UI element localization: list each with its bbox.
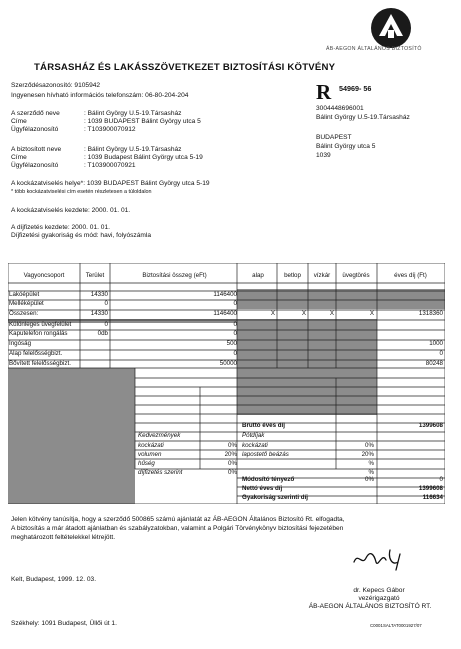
handwritten-signature — [350, 544, 410, 574]
contractor-label: A szerződő neve — [11, 110, 60, 117]
addressee-city: BUDAPEST — [316, 134, 352, 141]
table-cell-name: Kaputelefon rongálás — [9, 330, 68, 337]
headquarters: Székhely: 1091 Budapest, Üllői út 1. — [11, 620, 117, 627]
table-cell-area: 14330 — [90, 310, 108, 317]
document-title: TÁRSASHÁZ ÉS LAKÁSSZÖVETKEZET BIZTOSÍTÁSI KÖTVÉNY — [34, 62, 336, 73]
footer-text-3: meghatározott feltételekkel létrejött. — [11, 534, 116, 541]
table-cell-sum: 0 — [233, 321, 237, 328]
company-name-small: ÁB-AEGON ÁLTALÁNOS BIZTOSÍTÓ — [326, 46, 422, 52]
table-cell-name: Ingóság — [9, 340, 32, 347]
risk-location-note: * több kockázatviselési cím esetén részletesen a túloldalon — [11, 189, 152, 195]
payment-frequency: Díjfizetési gyakoriság és mód: havi, folyószámla — [11, 232, 151, 239]
risk-start: A kockázatviselés kezdete: 2000. 01. 01. — [11, 207, 131, 214]
address-value: : 1039 BUDAPEST Bálint György utca 5 — [84, 118, 201, 125]
modifier-value: 0 — [439, 476, 443, 483]
signer-name: dr. Kepecs Gábor — [353, 587, 405, 594]
premium-start: A díjfizetés kezdete: 2000. 01. 01. — [11, 224, 110, 231]
phone-info: Ingyenesen hívható információs telefonszám: 06-80-204-204 — [11, 92, 189, 99]
insured-value: : Bálint György U.5-19.Társasház — [84, 146, 182, 153]
table-cell-annual: 80248 — [425, 360, 443, 367]
insured-id-value: : T103900070921 — [84, 162, 136, 169]
addressee-name: Bálint György U.5-19.Társasház — [316, 114, 410, 121]
header-annual: éves díj (Ft) — [394, 272, 427, 279]
modifier-pct: 0% — [365, 476, 374, 483]
surcharge-value: % — [368, 460, 374, 467]
discounts-title: Kedvezmények — [138, 432, 181, 439]
insured-address-label: Címe — [11, 154, 27, 161]
table-cell-name: Összesen: — [9, 310, 39, 317]
header-sum: Biztosítási összeg (eFt) — [142, 272, 207, 279]
table-cell-sum: 0 — [233, 300, 237, 307]
addressee-street: Bálint György utca 5 — [316, 143, 376, 150]
client-id-value: : T103900070912 — [84, 126, 136, 133]
table-cell-alap: X — [270, 310, 275, 317]
table-cell-annual: 1318360 — [418, 310, 443, 317]
surcharge-value: % — [368, 469, 374, 476]
table-cell-sum: 1146400 — [213, 310, 237, 317]
table-cell-name: Melléképület — [9, 300, 44, 307]
table-cell-name: Bővített felelősségbizt. — [9, 360, 71, 367]
table-cell-name: Különleges üvegfelület — [9, 321, 72, 328]
company-logo-icon — [369, 6, 413, 50]
header-alap: alap — [252, 272, 264, 279]
modifier-label: Módosító tényező — [242, 476, 295, 483]
contractor-value: : Bálint György U.5-19.Társasház — [84, 110, 182, 117]
insured-address-value: : 1039 Budapest Bálint György utca 5-19 — [84, 154, 203, 161]
signer-company: ÁB-AEGON ÁLTALÁNOS BIZTOSÍTÓ RT. — [308, 603, 432, 610]
discount-value: 0% — [228, 469, 237, 476]
discount-value: 0% — [228, 442, 237, 449]
address-label: Címe — [11, 118, 27, 125]
signer-title: vezérigazgató — [358, 595, 400, 602]
surcharge-value: 20% — [361, 451, 374, 458]
header-vizkar: vízkár — [313, 272, 331, 279]
discount-label: hűség — [138, 460, 155, 467]
discount-label: díjfizetés szerint — [138, 469, 183, 476]
insured-id-label: Ügyfélazonosító — [11, 162, 59, 169]
surcharge-label: lapostető beázás — [242, 451, 289, 458]
table-cell-annual: 0 — [439, 350, 443, 357]
table-cell-annual: 1000 — [429, 340, 443, 347]
client-id-label: Ügyfélazonosító — [11, 126, 59, 133]
table-cell-uveg: X — [369, 310, 374, 317]
table-cell-area: 0db — [97, 330, 108, 337]
header-area: Terület — [85, 272, 105, 279]
insured-label: A biztosított neve — [11, 146, 62, 153]
addressee-code: 3004448696001 — [316, 105, 364, 112]
addressee-zip: 1039 — [316, 152, 331, 159]
net-value: 1399608 — [418, 485, 443, 492]
table-cell-betlop: X — [301, 310, 306, 317]
header-betlop: betlop — [284, 272, 301, 279]
form-code: C0001SALTAT0001927/07 — [370, 623, 422, 628]
table-cell-area: 0 — [104, 321, 108, 328]
surcharges-title: Pótdíjak — [242, 432, 265, 439]
gross-label: Bruttó éves díj — [242, 422, 285, 429]
frequency-value: 116634 — [422, 494, 443, 501]
footer-text-2: A biztosítás a már átadott ajánlatban és szabályzatokban, valamint a Polgári Törvénykönyv biztosítási fejezetében — [11, 525, 344, 532]
contract-id: Szerződésazonosító: 9105942 — [11, 82, 101, 89]
table-cell-sum: 50000 — [219, 360, 237, 367]
discount-value: 20% — [224, 451, 237, 458]
place-date: Kelt, Budapest, 1999. 12. 03. — [11, 576, 97, 583]
net-label: Nettó éves díj — [242, 485, 283, 492]
table-cell-area: 14330 — [90, 291, 108, 298]
table-cell-area: 0 — [104, 300, 108, 307]
surcharge-label: kockázati — [242, 442, 268, 449]
table-cell-name: Lakóépület — [9, 291, 40, 298]
discount-value: 0% — [228, 460, 237, 467]
discount-label: kockázati — [138, 442, 164, 449]
r-letter: R — [316, 80, 332, 104]
footer-text-1: Jelen kötvény tanúsítja, hogy a szerződő 500865 számú ajánlatát az ÁB-AEGON Általános Biztosító Rt. elfogadta, — [11, 516, 345, 523]
header-uvegtores: üvegtörés — [342, 272, 370, 279]
table-cell-sum: 500 — [226, 340, 237, 347]
gross-value: 1399608 — [418, 422, 443, 429]
risk-location: A kockázatviselés helye*: 1039 BUDAPEST Bálint György utca 5-19 — [11, 180, 210, 187]
surcharge-value: 0% — [365, 442, 374, 449]
table-cell-sum: 0 — [233, 350, 237, 357]
r-number: 54969- 56 — [339, 84, 372, 93]
frequency-label: Gyakoriság szerinti díj — [242, 494, 309, 501]
table-cell-sum: 1146400 — [213, 291, 237, 298]
header-group: Vagyoncsoport — [23, 272, 65, 279]
table-cell-vizkar: X — [329, 310, 334, 317]
table-cell-name: Alap felelősségbizt. — [9, 350, 63, 357]
table-cell-sum: 0 — [233, 330, 237, 337]
discount-label: volumen — [138, 451, 162, 458]
